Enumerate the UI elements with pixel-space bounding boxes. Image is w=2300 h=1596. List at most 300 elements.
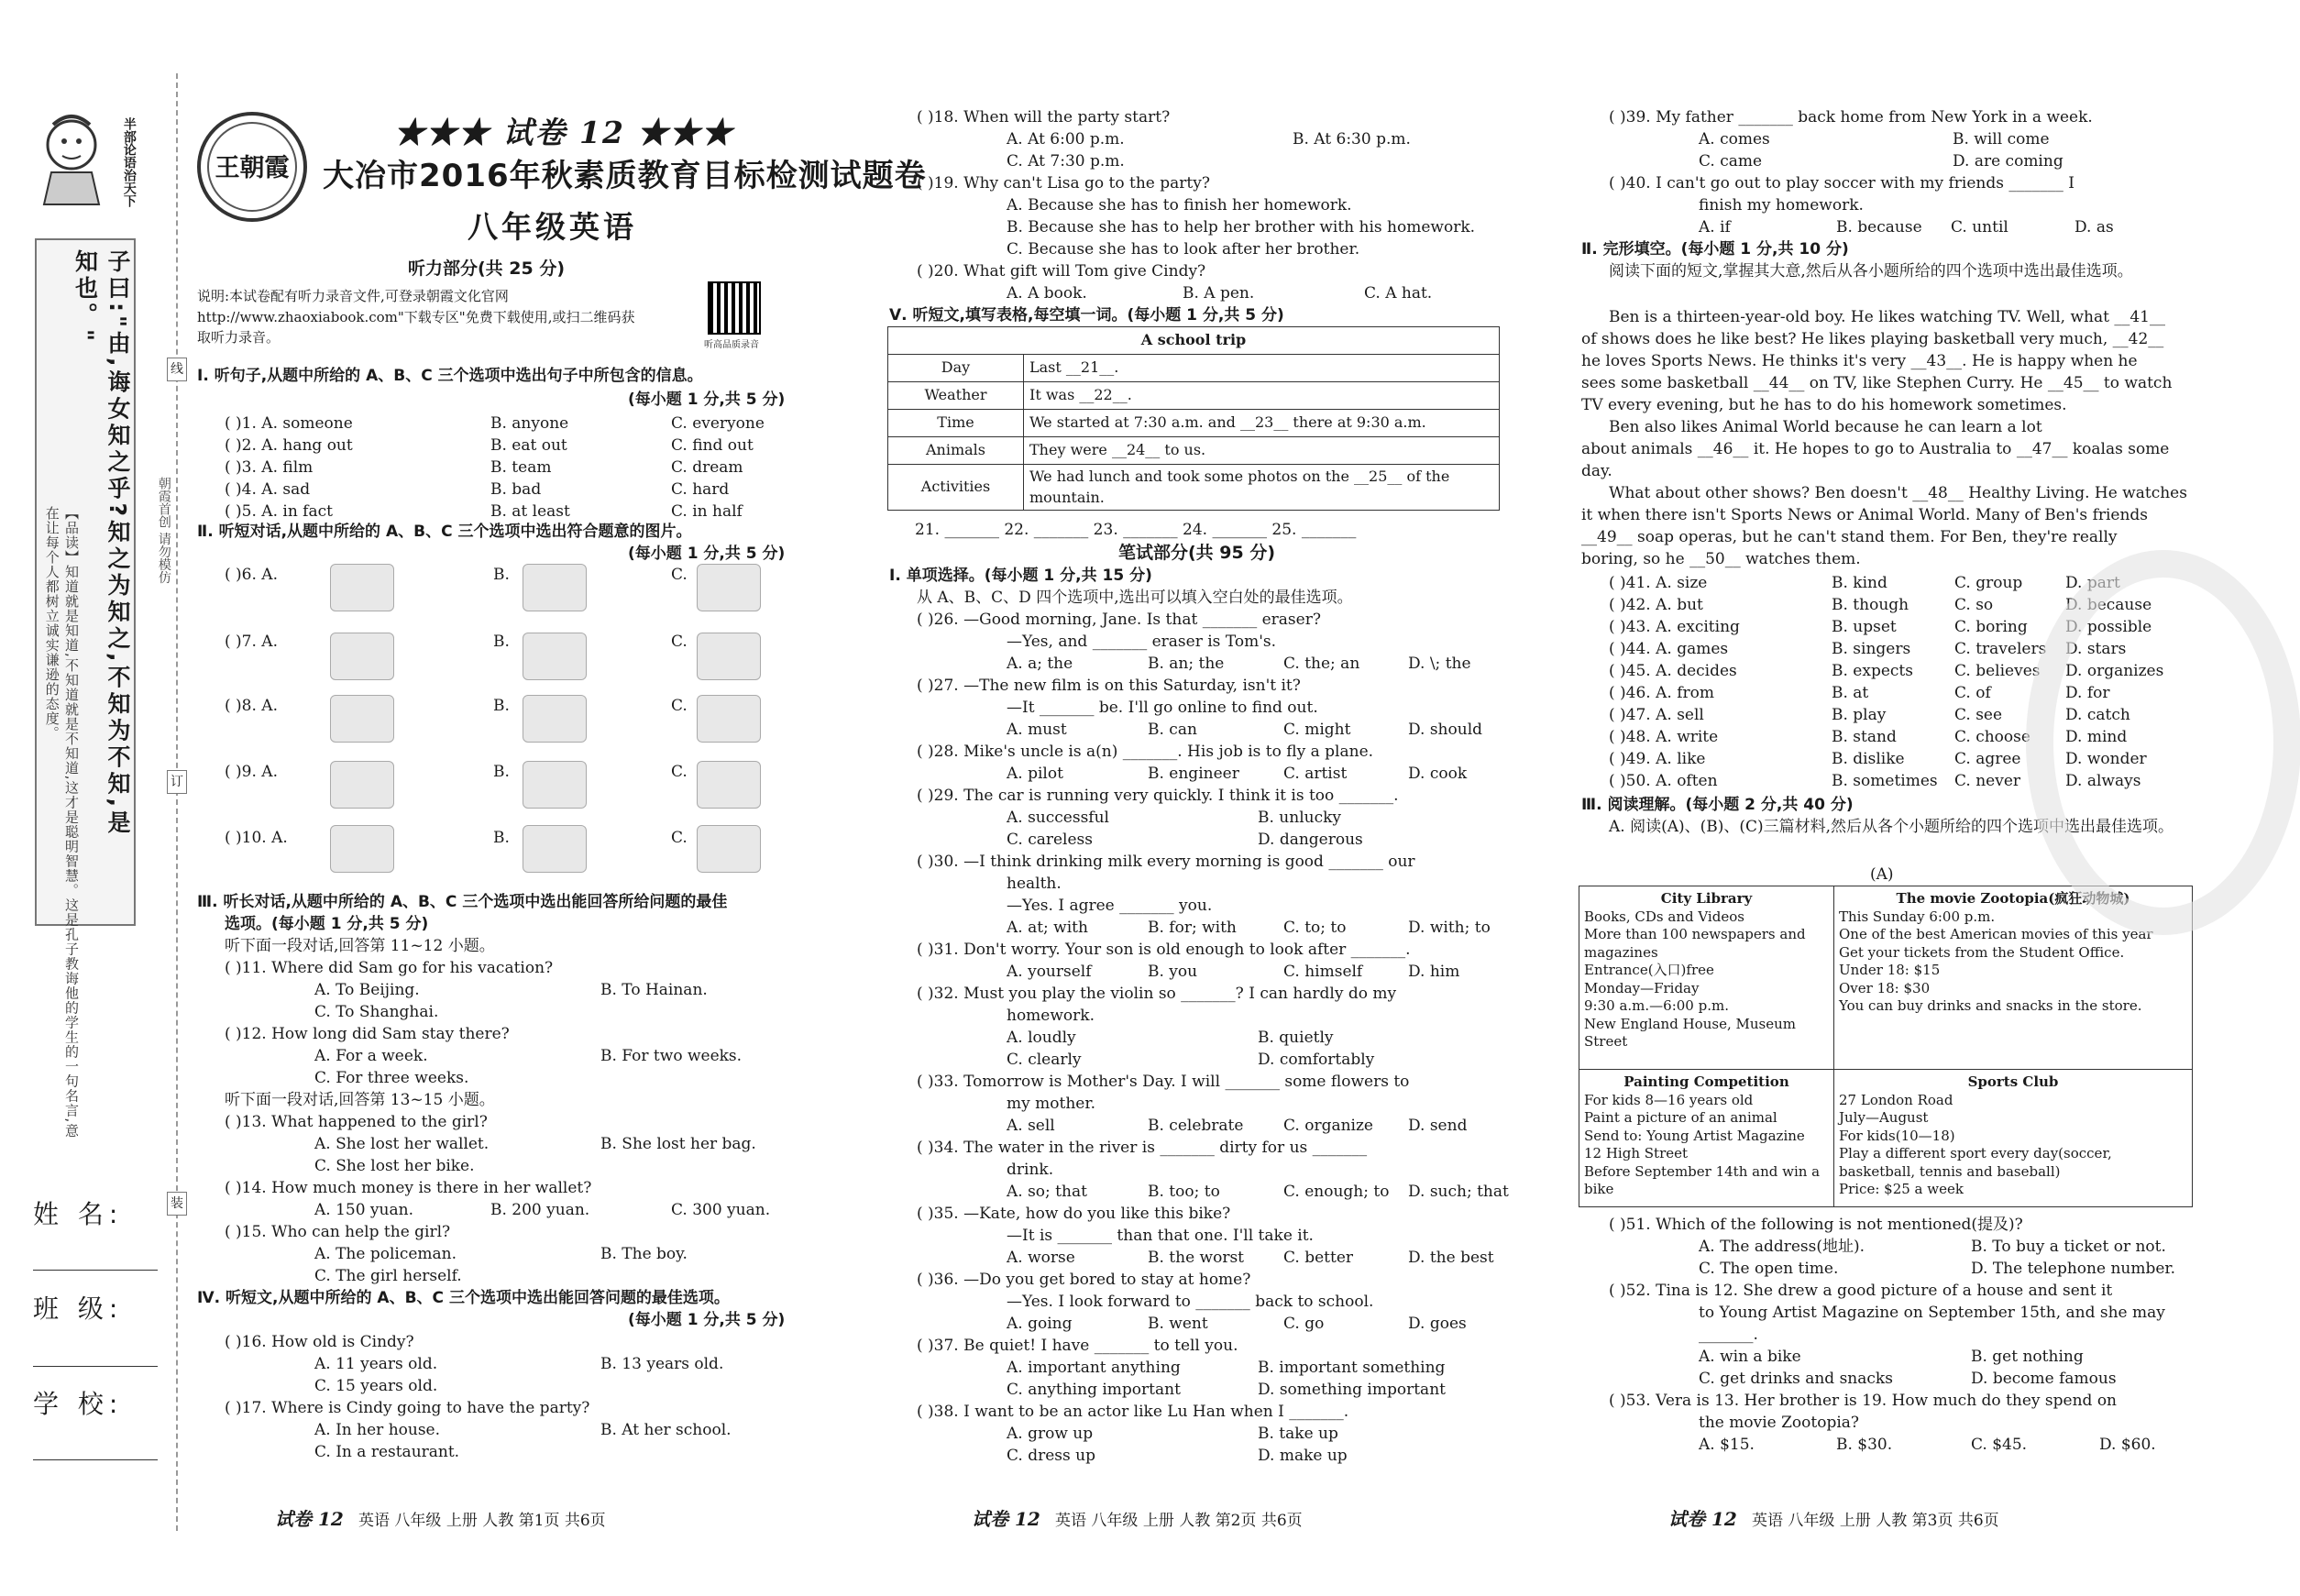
name-field[interactable] (33, 1270, 158, 1271)
cloze-option[interactable]: D. because (2065, 596, 2152, 614)
cloze-option[interactable]: B. kind (1832, 574, 1887, 592)
passage-line: Ben also likes Animal World because he can learn a lot (1609, 418, 2042, 436)
tea-cup-icon[interactable] (697, 825, 761, 873)
instruction: 听下面一段对话,回答第 11~12 小题。 (225, 937, 495, 955)
page-footer-3: 试卷 12 英语 八年级 上册 人教 第3页 共6页 (1668, 1508, 1999, 1530)
option[interactable]: C. get drinks and snacks (1699, 1370, 1893, 1388)
mcq-question: ( )38. I want to be an actor like Lu Han when I _______. (917, 1403, 1349, 1421)
mcq-option[interactable]: A. a; the (1007, 655, 1073, 673)
passage-line: he loves Sports News. He thinks it's very __43__. He is happy when he (1581, 352, 2138, 370)
option-b-label: B. (493, 829, 510, 847)
cloze-question[interactable]: ( )49. A. like (1609, 750, 1706, 768)
option[interactable]: C. Because she has to look after her brother. (1007, 240, 1360, 259)
mcq-option[interactable]: C. better (1283, 1249, 1354, 1267)
cloze-option[interactable]: B. expects (1832, 662, 1913, 680)
mcq-option[interactable]: B. can (1148, 721, 1197, 739)
mcq-option[interactable]: A. pilot (1007, 765, 1063, 783)
option[interactable]: C. $45. (1971, 1436, 2028, 1454)
mcq-question-cont: —Yes, and _______ eraser is Tom's. (1007, 633, 1276, 651)
section-2-score: (每小题 1 分,共 5 分) (628, 545, 786, 563)
question-18: ( )18. When will the party start? (917, 108, 1171, 127)
cloze-option[interactable]: B. dislike (1832, 750, 1905, 768)
airplane-icon[interactable] (697, 633, 761, 680)
cloze-option[interactable]: D. wonder (2065, 750, 2147, 768)
question-5: ( )5. A. in fact (225, 502, 333, 521)
mcq-option[interactable]: A. successful (1007, 809, 1109, 827)
option[interactable]: A. win a bike (1699, 1348, 1801, 1366)
cloze-option[interactable]: B. though (1832, 596, 1909, 614)
mcq-option[interactable]: B. for; with (1148, 919, 1237, 937)
option[interactable]: C. For three weeks. (314, 1069, 469, 1087)
cloze-question[interactable]: ( )48. A. write (1609, 728, 1719, 746)
question-3: ( )3. A. film (225, 458, 314, 477)
class-label: 班 级: (33, 1293, 124, 1324)
cloze-question[interactable]: ( )50. A. often (1609, 772, 1718, 790)
passage-line: boring, so he __50__ watches them. (1581, 550, 1861, 568)
binding-mark-order: 订 (167, 770, 187, 794)
mcq-question: ( )28. Mike's uncle is a(n) _______. His job is to fly a plane. (917, 743, 1374, 761)
mcq-option[interactable]: A. worse (1007, 1249, 1075, 1267)
section-1-title: Ⅰ. 听句子,从题中所给的 A、B、C 三个选项中选出句子中所包含的信息。 (197, 367, 703, 385)
cloze-question[interactable]: ( )46. A. from (1609, 684, 1714, 702)
sweater-icon[interactable] (330, 761, 394, 809)
quote-reading: 【品读】知道就是知道,不知道就是不知道,这才是聪明智慧。这是孔子教诲他的学生的一句名言,意在让每个人都树立诚实谦逊的态度。 (43, 506, 80, 1139)
option[interactable]: D. $60. (2099, 1436, 2156, 1454)
option-c-label: C. (671, 763, 688, 781)
option[interactable]: B. get nothing (1971, 1348, 2084, 1366)
mcq-question-cont: —Yes. I agree _______ you. (1007, 897, 1213, 915)
mcq-option[interactable]: B. unlucky (1258, 809, 1342, 827)
option[interactable]: C. In a restaurant. (314, 1443, 460, 1461)
mcq-option[interactable]: C. to; to (1283, 919, 1347, 937)
cloze-title: Ⅱ. 完形填空。(每小题 1 分,共 10 分) (1581, 240, 1849, 259)
class-field[interactable] (33, 1366, 158, 1367)
mcq-option[interactable]: B. too; to (1148, 1183, 1220, 1201)
notice-line: Monday—Friday (1584, 979, 1700, 996)
car-icon[interactable] (523, 633, 587, 680)
rice-bowl-icon[interactable] (523, 695, 587, 743)
option[interactable]: A. She lost her wallet. (314, 1135, 490, 1153)
mcq-question: ( )26. —Good morning, Jane. Is that _______ eraser? (917, 611, 1321, 629)
option-b-label: B. (493, 566, 510, 584)
option[interactable]: B. For two weeks. (600, 1047, 743, 1065)
mcq-question: ( )31. Don't worry. Your son is old enough to look after _______. (917, 941, 1411, 959)
option[interactable]: C. 300 yuan. (671, 1201, 771, 1219)
mcq-option[interactable]: C. might (1283, 721, 1351, 739)
cloze-option[interactable]: B. play (1832, 706, 1887, 724)
mcq-option[interactable]: A. so; that (1007, 1183, 1087, 1201)
notice-line: You can buy drinks and snacks in the store. (1839, 997, 2142, 1014)
school-field[interactable] (33, 1459, 158, 1460)
exam-tag-text: 试卷 12 (502, 115, 625, 150)
cloze-option[interactable]: C. group (1954, 574, 2023, 592)
mcq-option[interactable]: C. artist (1283, 765, 1348, 783)
cloze-option[interactable]: D. catch (2065, 706, 2130, 724)
mcq-option[interactable]: D. with; to (1408, 919, 1491, 937)
mcq-option[interactable]: C. anything important (1007, 1381, 1181, 1399)
table-value[interactable]: Last __21__. (1024, 355, 1500, 382)
instructions-note: 说明:本试卷配有听力录音文件,可登录朝霞文化官网 http://www.zhaoxiabook.com"下载专区"免费下载使用,或扫二维码获取听力录音。 (197, 288, 635, 346)
mcq-option[interactable]: A. sell (1007, 1117, 1055, 1135)
option[interactable]: A. Because she has to finish her homework. (1007, 196, 1352, 215)
option[interactable]: D. become famous (1971, 1370, 2117, 1388)
mcq-question-cont: health. (1007, 875, 1062, 893)
passage-line: sees some basketball __44__ on TV, like Stephen Curry. He __45__ to watch (1581, 374, 2173, 392)
question-8: ( )8. A. (225, 697, 278, 715)
option[interactable]: A. At 6:00 p.m. (1007, 130, 1125, 149)
mcq-option[interactable]: B. you (1148, 963, 1198, 981)
table-key: Activities (888, 465, 1024, 511)
mcq-option[interactable]: C. enough; to (1283, 1183, 1390, 1201)
question-20: ( )20. What gift will Tom give Cindy? (917, 262, 1206, 281)
notice-line: Send to: Young Artist Magazine (1584, 1127, 1805, 1144)
cloze-question[interactable]: ( )42. A. but (1609, 596, 1703, 614)
option[interactable]: B. team (490, 458, 552, 477)
cloze-instruction: 阅读下面的短文,掌握其大意,然后从各小题所给的四个选项中选出最佳选项。 (1609, 262, 2133, 281)
option[interactable]: A. $15. (1699, 1436, 1755, 1454)
brand-logo-text: 王朝霞 (207, 122, 297, 212)
notice-line: 27 London Road (1839, 1091, 1953, 1108)
exam-tag: ★★★ 试卷 12 ★★★ (394, 115, 734, 150)
mcq-option[interactable]: B. take up (1258, 1425, 1338, 1443)
question-14: ( )14. How much money is there in her wallet? (225, 1179, 592, 1197)
question-52-cont: to Young Artist Magazine on September 15th, and she may (1699, 1304, 2165, 1322)
mcq-question: ( )27. —The new film is on this Saturday, isn't it? (917, 677, 1301, 695)
option[interactable]: B. At 6:30 p.m. (1293, 130, 1411, 149)
cloze-question[interactable]: ( )47. A. sell (1609, 706, 1704, 724)
option[interactable]: D. The telephone number. (1971, 1260, 2176, 1278)
mcq-option[interactable]: A. at; with (1007, 919, 1088, 937)
cloze-question[interactable]: ( )45. A. decides (1609, 662, 1737, 680)
mcq-question-cont: homework. (1007, 1007, 1095, 1025)
cloze-option[interactable]: C. choose (1954, 728, 2030, 746)
option-b-label: B. (493, 697, 510, 715)
tshirt-icon[interactable] (523, 761, 587, 809)
cloze-option[interactable]: C. travelers (1954, 640, 2047, 658)
option[interactable]: C. 15 years old. (314, 1377, 438, 1395)
cloze-question[interactable]: ( )43. A. exciting (1609, 618, 1740, 636)
cloze-option[interactable]: D. organizes (2065, 662, 2164, 680)
mcq-option[interactable]: B. important something (1258, 1359, 1446, 1377)
section-4-score: (每小题 1 分,共 5 分) (628, 1311, 786, 1329)
question-9: ( )9. A. (225, 763, 278, 781)
section-2-title: Ⅱ. 听短对话,从题中所给的 A、B、C 三个选项中选出符合题意的图片。 (197, 523, 692, 541)
question-13: ( )13. What happened to the girl? (225, 1113, 488, 1131)
mcq-option[interactable]: B. the worst (1148, 1249, 1245, 1267)
ice-cream-icon[interactable] (523, 825, 587, 873)
option[interactable]: C. She lost her bike. (314, 1157, 475, 1175)
question-11: ( )11. Where did Sam go for his vacation? (225, 959, 554, 977)
notice-line: Get your tickets from the Student Office. (1839, 943, 2125, 961)
option[interactable]: A. if (1699, 218, 1731, 237)
option[interactable]: B. because (1836, 218, 1922, 237)
option[interactable]: C. dream (671, 458, 743, 477)
radio-icon[interactable] (697, 564, 761, 611)
mcq-option[interactable]: B. quietly (1258, 1029, 1334, 1047)
mcq-option[interactable]: D. such; that (1408, 1183, 1509, 1201)
passage-line: __49__ soap operas, but he can't stand them. For Ben, they're really (1581, 528, 2118, 546)
question-52-blank: _______. (1699, 1326, 1758, 1344)
mcq-question-cont: drink. (1007, 1161, 1054, 1179)
exam-title: 大冶市2016年秋素质教育目标检测试题卷 (323, 158, 927, 194)
section-4-title: Ⅳ. 听短文,从题中所给的 A、B、C 三个选项中选出能回答问题的最佳选项。 (197, 1289, 730, 1307)
option[interactable]: B. At her school. (600, 1421, 732, 1439)
salad-bowl-icon[interactable] (330, 695, 394, 743)
option[interactable]: A. To Beijing. (314, 981, 420, 999)
mcq-option[interactable]: D. comfortably (1258, 1051, 1375, 1069)
passage-a-label: (A) (1870, 865, 1894, 884)
cloze-option[interactable]: C. believes (1954, 662, 2041, 680)
instruction: 从 A、B、C、D 四个选项中,选出可以填入空白处的最佳选项。 (917, 589, 1353, 607)
cloze-option[interactable]: C. boring (1954, 618, 2028, 636)
question-53: ( )53. Vera is 13. Her brother is 19. How much do they spend on (1609, 1392, 2118, 1410)
notice-line: This Sunday 6:00 p.m. (1839, 908, 1996, 925)
cloze-option[interactable]: C. so (1954, 596, 1994, 614)
option[interactable]: D. are coming (1953, 152, 2063, 171)
question-52: ( )52. Tina is 12. She drew a good picture of a house and sent it (1609, 1282, 2113, 1300)
mcq-option[interactable]: D. \; the (1408, 655, 1471, 673)
option[interactable]: C. To Shanghai. (314, 1003, 439, 1021)
mcq-question-cont: my mother. (1007, 1095, 1095, 1113)
bicycle-icon[interactable] (330, 633, 394, 680)
mcq-question: ( )29. The car is running very quickly. I think it is too _______. (917, 787, 1399, 805)
option[interactable]: B. 200 yuan. (490, 1201, 590, 1219)
cloze-option[interactable]: D. mind (2065, 728, 2128, 746)
dumplings-plate-icon[interactable] (697, 695, 761, 743)
mcq-question: ( )36. —Do you get bored to stay at home? (917, 1271, 1251, 1289)
option[interactable]: B. Because she has to help her brother with his homework. (1007, 218, 1476, 237)
mcq-option[interactable]: B. an; the (1148, 655, 1225, 673)
option-b-label: B. (493, 633, 510, 651)
cloze-option[interactable]: B. upset (1832, 618, 1897, 636)
mcq-question-cont: —It is _______ than that one. I'll take it. (1007, 1227, 1314, 1245)
mcq-option[interactable]: A. important anything (1007, 1359, 1181, 1377)
mcq-question: ( )35. —Kate, how do you like this bike? (917, 1205, 1231, 1223)
table-title: A school trip (888, 327, 1500, 355)
mcq-option[interactable]: D. something important (1258, 1381, 1446, 1399)
option-c-label: C. (671, 566, 688, 584)
question-15: ( )15. Who can help the girl? (225, 1223, 451, 1241)
tv-icon[interactable] (330, 564, 394, 611)
notice-line: New England House, Museum Street (1584, 1015, 1796, 1050)
option[interactable]: B. The boy. (600, 1245, 688, 1263)
passage-line: TV every evening, but he has to do his homework sometimes. (1581, 396, 2067, 414)
mcq-option[interactable]: A. grow up (1007, 1425, 1094, 1443)
option[interactable]: A. A book. (1007, 284, 1087, 303)
qr-code-icon[interactable] (708, 281, 761, 335)
mcq-option[interactable]: D. should (1408, 721, 1483, 739)
option[interactable]: C. The girl herself. (314, 1267, 462, 1285)
passage-line: it when there isn't Sports News or Animal World. Many of Ben's friends (1581, 506, 2149, 524)
option[interactable]: B. 13 years old. (600, 1355, 724, 1373)
option[interactable]: C. in half (671, 502, 743, 521)
qr-label: 听高品质录音 (704, 340, 759, 350)
question-16: ( )16. How old is Cindy? (225, 1333, 414, 1351)
mcq-option[interactable]: C. dress up (1007, 1447, 1095, 1465)
option[interactable]: B. anyone (490, 414, 569, 433)
table-value[interactable]: It was __22__. (1024, 382, 1500, 410)
mcq-option[interactable]: D. make up (1258, 1447, 1348, 1465)
option[interactable]: B. $30. (1836, 1436, 1893, 1454)
passage-line: Ben is a thirteen-year-old boy. He likes watching TV. Well, what __41__ (1609, 308, 2165, 326)
instruction: 听下面一段对话,回答第 13~15 小题。 (225, 1091, 495, 1109)
mcq-option[interactable]: B. went (1148, 1315, 1208, 1333)
notice-line: More than 100 newspapers and magazines (1584, 926, 1806, 961)
section-1-score: (每小题 1 分,共 5 分) (628, 391, 786, 409)
table-key: Animals (888, 437, 1024, 465)
table-value[interactable]: We had lunch and took some photos on the __25__ of the mountain. (1024, 465, 1500, 511)
cloze-option[interactable]: B. sometimes (1832, 772, 1938, 790)
painting-notice (1579, 1070, 1834, 1207)
mcq-option[interactable]: C. organize (1283, 1117, 1373, 1135)
table-key: Weather (888, 382, 1024, 410)
mcq-option[interactable]: D. goes (1408, 1315, 1467, 1333)
option[interactable]: B. eat out (490, 436, 567, 455)
mcq-question: ( )32. Must you play the violin so _______? I can hardly do my (917, 985, 1397, 1003)
option[interactable]: B. She lost her bag. (600, 1135, 756, 1153)
option[interactable]: C. came (1699, 152, 1763, 171)
option[interactable]: C. until (1951, 218, 2008, 237)
notice-title: Sports Club (1967, 1073, 2059, 1090)
watermark-seal (2026, 550, 2300, 935)
question-2: ( )2. A. hang out (225, 436, 353, 455)
mcq-option[interactable]: C. go (1283, 1315, 1325, 1333)
sports-notice (1834, 1070, 2193, 1207)
notice-line: One of the best American movies of this year (1839, 926, 2153, 942)
table-value[interactable]: They were __24__ to us. (1024, 437, 1500, 465)
option[interactable]: C. find out (671, 436, 754, 455)
question-53-cont: the movie Zootopia? (1699, 1414, 1860, 1432)
cloze-question[interactable]: ( )44. A. games (1609, 640, 1729, 658)
option[interactable]: A. comes (1699, 130, 1770, 149)
cloze-option[interactable]: C. agree (1954, 750, 2021, 768)
option[interactable]: A. In her house. (314, 1421, 441, 1439)
cloze-option[interactable]: D. always (2065, 772, 2141, 790)
notice-line: Books, CDs and Videos (1584, 908, 1744, 925)
mcq-option[interactable]: D. send (1408, 1117, 1468, 1135)
mcq-option[interactable]: C. the; an (1283, 655, 1360, 673)
option-b-label: B. (493, 763, 510, 781)
mcq-option[interactable]: B. engineer (1148, 765, 1239, 783)
option[interactable]: B. will come (1953, 130, 2050, 149)
mcq-option[interactable]: C. careless (1007, 831, 1093, 849)
cloze-option[interactable]: D. stars (2065, 640, 2127, 658)
option[interactable]: B. To buy a ticket or not. (1971, 1238, 2166, 1256)
notice-line: For kids(10—18) (1839, 1127, 1955, 1144)
confucius-quote: 子曰:"由,诲女知之乎?知之为知之,不知为不知,是知也。" (72, 249, 131, 838)
cloze-option[interactable]: B. stand (1832, 728, 1897, 746)
option[interactable]: A. 150 yuan. (314, 1201, 413, 1219)
mcq-option[interactable]: B. celebrate (1148, 1117, 1244, 1135)
cloze-question[interactable]: ( )41. A. size (1609, 574, 1708, 592)
cloze-option[interactable]: C. never (1954, 772, 2021, 790)
reading-title: Ⅲ. 阅读理解。(每小题 2 分,共 40 分) (1581, 796, 1854, 814)
option[interactable]: C. A hat. (1364, 284, 1433, 303)
passage-line: of shows does he like best? He likes playing basketball very much, __42__ (1581, 330, 2164, 348)
cloze-option[interactable]: D. part (2065, 574, 2120, 592)
option[interactable]: B. at least (490, 502, 570, 521)
notice-line: 12 High Street (1584, 1145, 1689, 1161)
mcq-option[interactable]: A. must (1007, 721, 1067, 739)
mcq-option[interactable]: D. cook (1408, 765, 1468, 783)
option[interactable]: C. hard (671, 480, 730, 499)
banner-slogan: 半部论语治天下 (121, 117, 137, 207)
table-key: Day (888, 355, 1024, 382)
notice-line: For kids 8—16 years old (1584, 1091, 1754, 1108)
option[interactable]: A. For a week. (314, 1047, 428, 1065)
option[interactable]: C. At 7:30 p.m. (1007, 152, 1125, 171)
notice-line: July—August (1839, 1109, 1929, 1126)
mcq-option[interactable]: D. the best (1408, 1249, 1494, 1267)
option[interactable]: D. as (2074, 218, 2114, 237)
name-label: 姓 名: (33, 1199, 124, 1229)
mcq-option[interactable]: A. going (1007, 1315, 1073, 1333)
answer-blanks[interactable]: 21. _______ 22. _______ 23. _______ 24. _______ 25. _______ (915, 521, 1357, 539)
binding-line (176, 73, 178, 1531)
mcq-option[interactable]: A. yourself (1007, 963, 1092, 981)
mcq-option[interactable]: D. dangerous (1258, 831, 1363, 849)
option[interactable]: A. 11 years old. (314, 1355, 438, 1373)
mcq-question: ( )37. Be quiet! I have _______ to tell you. (917, 1337, 1238, 1355)
option[interactable]: B. bad (490, 480, 542, 499)
notice-title: Painting Competition (1623, 1073, 1789, 1090)
option[interactable]: C. The open time. (1699, 1260, 1839, 1278)
mcq-question: ( )33. Tomorrow is Mother's Day. I will _______ some flowers to (917, 1073, 1410, 1091)
option[interactable]: B. A pen. (1183, 284, 1255, 303)
mcq-option[interactable]: C. clearly (1007, 1051, 1082, 1069)
juice-glass-icon[interactable] (330, 825, 394, 873)
skirt-icon[interactable] (697, 761, 761, 809)
mcq-option[interactable]: A. loudly (1007, 1029, 1076, 1047)
question-10: ( )10. A. (225, 829, 288, 847)
question-17: ( )17. Where is Cindy going to have the party? (225, 1399, 590, 1417)
option-c-label: C. (671, 633, 688, 651)
section-3-score: 选项。(每小题 1 分,共 5 分) (225, 915, 429, 933)
mcq-option[interactable]: C. himself (1283, 963, 1363, 981)
notice-title: City Library (1660, 890, 1753, 907)
option[interactable]: B. To Hainan. (600, 981, 708, 999)
cloze-option[interactable]: C. of (1954, 684, 1991, 702)
question-51: ( )51. Which of the following is not mentioned(提及)? (1609, 1216, 2023, 1234)
option-c-label: C. (671, 829, 688, 847)
mcq-question-cont: —It _______ be. I'll go online to find out. (1007, 699, 1318, 717)
cloze-option[interactable]: C. see (1954, 706, 2003, 724)
page-footer-1: 试卷 12 英语 八年级 上册 人教 第1页 共6页 (275, 1508, 606, 1530)
cloze-option[interactable]: B. singers (1832, 640, 1911, 658)
cloze-option[interactable]: D. for (2065, 684, 2110, 702)
notice-line: Play a different sport every day(soccer, basketball, tennis and baseball) (1839, 1145, 2112, 1180)
mcq-option[interactable]: D. him (1408, 963, 1460, 981)
notice-line: Paint a picture of an animal (1584, 1109, 1777, 1126)
cloze-option[interactable]: D. possible (2065, 618, 2152, 636)
school-label: 学 校: (33, 1389, 124, 1419)
option[interactable]: A. The policeman. (314, 1245, 457, 1263)
mcq-question: ( )34. The water in the river is _______ dirty for us _______ (917, 1139, 1368, 1157)
option[interactable]: A. The address(地址). (1699, 1238, 1865, 1256)
question-39: ( )39. My father _______ back home from New York in a week. (1609, 108, 2093, 127)
notice-line: Entrance(入口)free (1584, 962, 1714, 978)
question-12: ( )12. How long did Sam stay there? (225, 1025, 510, 1043)
section-3-title: Ⅲ. 听长对话,从题中所给的 A、B、C 三个选项中选出能回答所给问题的最佳 (197, 893, 728, 911)
mcq-question-cont: —Yes. I look forward to _______ back to school. (1007, 1293, 1374, 1311)
notice-title: The movie Zootopia(疯狂动物城) (1896, 890, 2130, 907)
option[interactable]: C. everyone (671, 414, 765, 433)
table-value[interactable]: We started at 7:30 a.m. and __23__ there at 9:30 a.m. (1024, 410, 1500, 437)
page-footer-2: 试卷 12 英语 八年级 上册 人教 第2页 共6页 (972, 1508, 1303, 1530)
binding-mark-bind: 装 (167, 1192, 187, 1216)
computer-icon[interactable] (523, 564, 587, 611)
cloze-option[interactable]: B. at (1832, 684, 1869, 702)
